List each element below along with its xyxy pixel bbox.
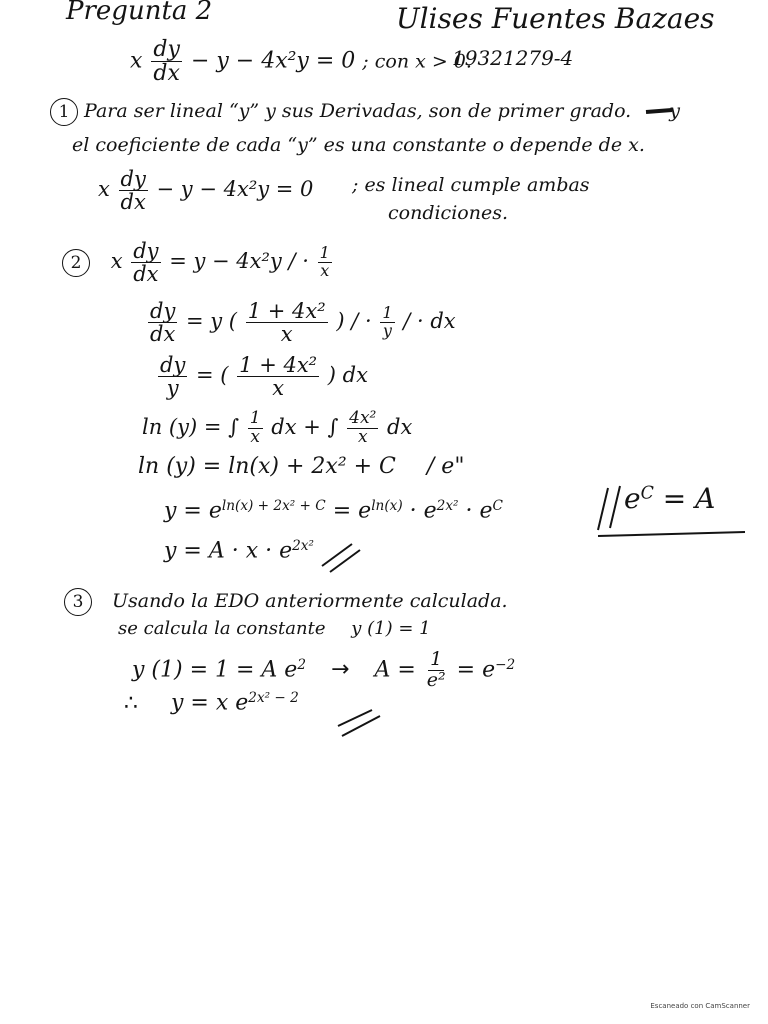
step3-l3-eq: = e <box>456 657 496 683</box>
step2-l2-op1: / · <box>351 309 372 334</box>
step2-l6-exp: ln(x) + 2x² + C <box>221 498 326 514</box>
step2-l3-dy: dy <box>160 353 186 377</box>
step2-line7 <box>164 538 314 564</box>
step2-l2-f2den: y <box>382 321 392 341</box>
step2-l4-f2den: x <box>357 426 368 447</box>
arrow-icon: → <box>331 657 350 683</box>
step2-l6-rhs: = e <box>332 498 372 524</box>
step1-note2: condiciones. <box>388 202 508 224</box>
step2-l2-eq: = y ( <box>186 309 238 334</box>
step2-line4 <box>142 410 412 447</box>
eq-derivative <box>151 38 182 85</box>
step2-line1 <box>62 240 334 285</box>
step2-l6-exp3: 2x² <box>436 498 459 514</box>
step2-l1-fraction <box>318 245 332 280</box>
step2-l4-lhs: ln (y) = ∫ <box>142 414 240 439</box>
step2-l3-derivative <box>158 354 187 399</box>
step2-l4-end: dx <box>387 414 413 439</box>
step3-l3-exp: 2 <box>297 656 306 673</box>
step1-line1-text: Para ser lineal “y” y sus Derivadas, son de primer grado. <box>84 100 632 122</box>
step2-l3-close: ) dx <box>327 363 368 388</box>
eq-dx: dx <box>153 61 180 87</box>
step2-l6-exp4: C <box>492 498 503 514</box>
step3-condition: y (1) = 1 <box>351 618 431 639</box>
step2-l4-f2num: 4x² <box>349 408 377 428</box>
step2-l2-fden: x <box>280 322 293 347</box>
step3-l3-A: A = <box>374 657 416 683</box>
step3-line1-text: Usando la EDO anteriormente calculada. <box>112 590 508 612</box>
step2-l6-exp2: ln(x) <box>371 498 403 514</box>
step2-l1-dy: dy <box>133 239 159 263</box>
step2-l2-f2num: 1 <box>382 303 393 323</box>
step1-dx: dx <box>120 190 146 215</box>
step2-l1-fnum: 1 <box>319 243 330 263</box>
step2-l4-fraction2 <box>347 410 378 447</box>
step2-l2-dy: dy <box>150 299 176 323</box>
step2-l3-fnum: 1 + 4x² <box>239 353 318 377</box>
step2-l2-fraction2 <box>380 305 394 340</box>
step2-l1-op: / · <box>288 249 309 274</box>
step2-l2-op2: / · dx <box>403 309 456 334</box>
step2-l2-fnum: 1 + 4x² <box>247 299 326 323</box>
step2-number: 2 <box>62 249 90 277</box>
step2-l1-x: x <box>110 249 123 274</box>
step3-number: 3 <box>64 588 92 616</box>
step2-l1-fden: x <box>320 261 330 281</box>
step2-line2 <box>146 300 456 345</box>
step2-l4-mid: dx + ∫ <box>271 414 339 439</box>
step2-l6-rhs3: · e <box>465 498 493 524</box>
step3-final-exp: 2x² − 2 <box>248 690 299 706</box>
therefore-icon: ∴ <box>124 690 138 716</box>
step1-line1-end: y <box>669 100 680 122</box>
box-rhs: = A <box>662 482 716 515</box>
box-e: e <box>624 482 641 515</box>
step2-l2-close: ) <box>336 309 345 334</box>
step2-l6-rhs2: · e <box>409 498 437 524</box>
step3-line1 <box>64 588 508 616</box>
eq-x: x <box>130 48 143 74</box>
eq-condition: ; con x > 0. <box>362 50 472 73</box>
step2-l1-rest: = y − 4x²y <box>169 249 282 274</box>
step3-l3-lhs: y (1) = 1 = A e <box>132 657 298 683</box>
step2-l1-dx: dx <box>133 262 159 287</box>
step2-l4-f1num: 1 <box>249 408 261 428</box>
step1-line1 <box>50 98 680 126</box>
step2-l3-fden: x <box>272 376 285 401</box>
step1-number: 1 <box>50 98 78 126</box>
step2-l1-derivative <box>131 240 160 285</box>
eq-rest: − y − 4x²y = 0 <box>190 48 356 74</box>
step1-line2: el coeficiente de cada “y” es una constante o depende de x. <box>72 134 645 156</box>
step3-line2-text: se calcula la constante <box>118 618 326 639</box>
step2-l2-derivative <box>148 300 177 345</box>
step2-line5 <box>138 454 464 479</box>
eq-dy: dy <box>153 37 180 62</box>
problem-equation <box>130 38 472 85</box>
step3-l3-fraction <box>425 650 448 691</box>
step2-l4-fraction1 <box>248 410 263 447</box>
step2-l3-eq: = ( <box>196 363 229 388</box>
step2-l5-text: ln (y) = ln(x) + 2x² + C <box>138 454 396 479</box>
author-name: Ulises Fuentes Bazaes <box>396 2 715 35</box>
step1-equation <box>98 168 313 213</box>
step2-l3-y: y <box>166 376 179 401</box>
step2-l7-exp: 2x² <box>292 538 314 554</box>
page-title: Pregunta 2 <box>66 0 213 26</box>
step1-note1: ; es lineal cumple ambas <box>352 174 590 196</box>
step2-l6-lhs: y = e <box>164 498 222 524</box>
step3-l3-exp2: −2 <box>495 656 516 673</box>
step1-dy: dy <box>120 167 146 191</box>
step3-final-lhs: y = x e <box>171 690 249 716</box>
boxed-constant <box>624 482 715 515</box>
step3-l3-fnum: 1 <box>430 648 443 670</box>
step3-line2 <box>118 618 431 639</box>
step1-eq-rest: − y − 4x²y = 0 <box>156 177 314 202</box>
step3-l3-fden: e² <box>426 668 446 691</box>
box-exp: C <box>640 483 654 504</box>
step2-l2-dx: dx <box>150 322 176 347</box>
step2-l2-fraction <box>246 300 328 345</box>
student-id: 19321279-4 <box>452 46 574 70</box>
step1-eq-x: x <box>98 177 110 202</box>
step1-derivative <box>119 168 148 213</box>
step2-l7-lhs: y = A · x · e <box>164 538 293 564</box>
step2-l4-f1den: x <box>250 426 260 447</box>
step3-line3 <box>132 650 515 691</box>
step2-line3 <box>156 354 368 399</box>
step2-line6 <box>164 498 503 524</box>
scanner-watermark: Escaneado con CamScanner <box>650 1002 750 1010</box>
step2-l5-op: / e" <box>426 454 465 479</box>
step3-final <box>124 690 299 716</box>
step2-l3-fraction <box>237 354 319 399</box>
